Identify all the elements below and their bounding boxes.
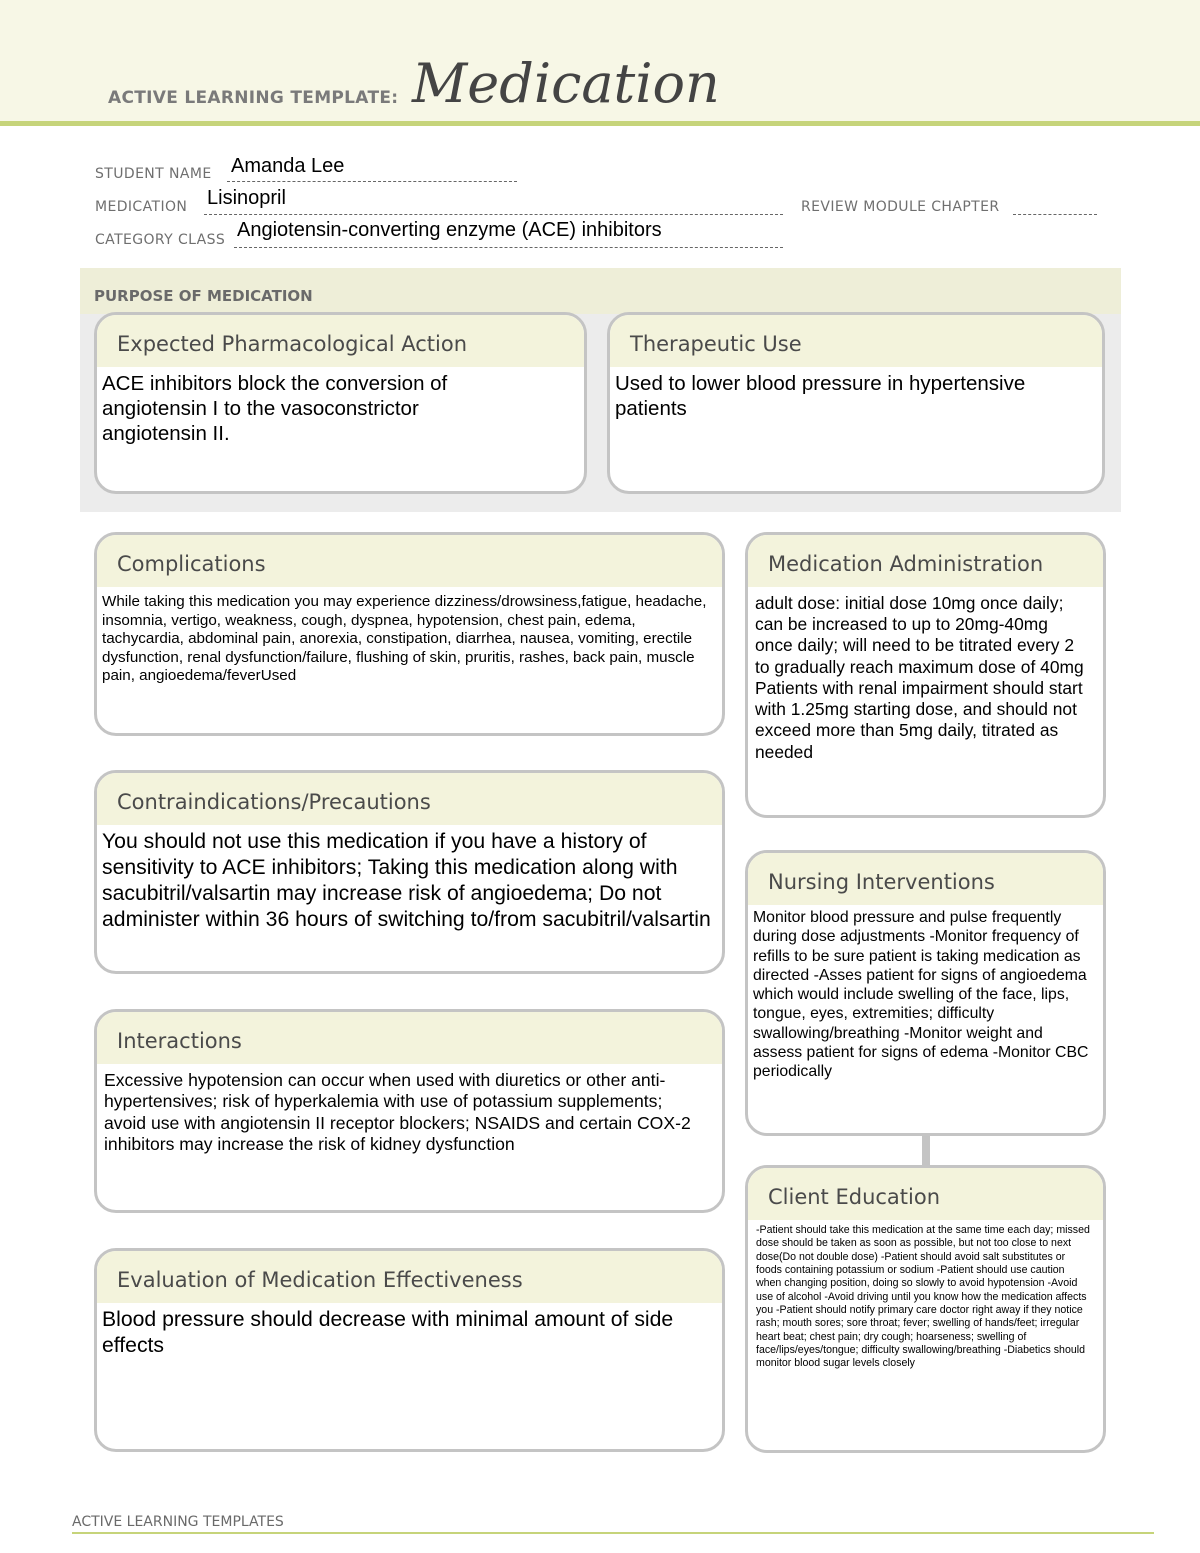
interactions-panel xyxy=(94,1009,725,1213)
complications-text[interactable]: While taking this medication you may experience dizziness/drowsiness,fatigue, headache, insomnia, vertigo, weakness, cough, dyspnea, hypotension, chest pain, edema, tachycardia, abdominal pain, anorexia, constipation, diarrhea, nausea, vomiting, erectile dysfunction, renal dysfunction/failure, flushing of skin, pruritis, rashes, back pain, muscle pain, angioedema/feverUsed xyxy=(102,593,707,685)
complications-title: Complications xyxy=(97,535,722,587)
contraindications-text[interactable]: You should not use this medication if you have a history of sensitivity to ACE inhibitors; Taking this medication along with sacubitril/valsartin may increase risk of angioedema; Do not administer within 36 hours of switching to/from sacubitril/valsartin xyxy=(102,830,711,931)
review-module-label: REVIEW MODULE CHAPTER xyxy=(801,199,1000,215)
category-class-row xyxy=(95,231,225,248)
expected-action-title: Expected Pharmacological Action xyxy=(97,315,584,367)
client-education-text[interactable]: -Patient should take this medication at the same time each day; missed dose should be taken as soon as possible, but not too close to next dose(Do not double dose) -Patient should avoid salt substitutes or foods containing potassium or sodium -Patient should use caution when changing position, doing so slowly to avoid hypotension -Avoid use of alcohol -Avoid driving until you know how the medication affects you -Patient should notify primary care doctor right away if they notice rash; mouth sores; sore throat; fever; swelling of hands/feet; irregular heart beat; chest pain; dry cough; hoarseness; swelling of face/lips/eyes/tongue; difficulty swallowing/breathing -Diabetics should monitor blood sugar levels closely xyxy=(756,1224,1090,1370)
medication-field[interactable] xyxy=(204,193,783,215)
page-title: Medication xyxy=(412,52,720,115)
therapeutic-use-title: Therapeutic Use xyxy=(610,315,1102,367)
client-education-panel xyxy=(745,1165,1106,1453)
medication-administration-panel xyxy=(745,532,1106,818)
expected-action-panel xyxy=(94,312,587,494)
review-module-row xyxy=(801,198,1000,215)
header-divider xyxy=(0,121,1200,126)
medication-administration-title: Medication Administration xyxy=(748,535,1103,587)
nursing-interventions-panel xyxy=(745,850,1106,1136)
contraindications-panel xyxy=(94,770,725,974)
nursing-interventions-title: Nursing Interventions xyxy=(748,853,1103,905)
interactions-text[interactable]: Excessive hypotension can occur when used with diuretics or other anti-hypertensives; risk of hyperkalemia with use of potassium supplements; avoid use with angiotensin II receptor blockers; NSAIDS and certain COX-2 inhibitors may increase the risk of kidney dysfunction xyxy=(104,1070,691,1155)
expected-action-text[interactable]: ACE inhibitors block the conversion of angiotensin I to the vasoconstrictor angiotensin II. xyxy=(102,372,448,445)
therapeutic-use-panel xyxy=(607,312,1105,494)
category-class-label: CATEGORY CLASS xyxy=(95,232,226,248)
category-class-value: Angiotensin-converting enzyme (ACE) inhibitors xyxy=(237,219,662,241)
student-name-value: Amanda Lee xyxy=(231,155,345,177)
complications-panel xyxy=(94,532,725,736)
student-name-row xyxy=(95,165,212,182)
template-label: ACTIVE LEARNING TEMPLATE: xyxy=(108,88,399,108)
evaluation-title: Evaluation of Medication Effectiveness xyxy=(97,1251,722,1303)
evaluation-panel xyxy=(94,1248,725,1452)
medication-value: Lisinopril xyxy=(207,187,286,209)
client-education-title: Client Education xyxy=(748,1168,1103,1220)
review-module-field[interactable] xyxy=(1013,193,1097,215)
purpose-label: PURPOSE OF MEDICATION xyxy=(94,287,313,305)
interactions-title: Interactions xyxy=(97,1012,722,1064)
medication-label: MEDICATION xyxy=(95,199,188,215)
footer-label: ACTIVE LEARNING TEMPLATES xyxy=(72,1514,284,1530)
contraindications-title: Contraindications/Precautions xyxy=(97,773,722,825)
therapeutic-use-text[interactable]: Used to lower blood pressure in hypertensive patients xyxy=(615,372,1026,420)
nursing-interventions-text[interactable]: Monitor blood pressure and pulse frequently during dose adjustments -Monitor frequency of refills to be sure patient is taking medication as directed -Asses patient for signs of angioedema which would include swelling of the face, lips, tongue, eyes, extremities; difficulty swallowing/breathing -Monitor weight and assess patient for signs of edema -Monitor CBC periodically xyxy=(753,909,1089,1081)
medication-row xyxy=(95,198,187,215)
evaluation-text[interactable]: Blood pressure should decrease with minimal amount of side effects xyxy=(102,1308,674,1357)
footer-divider xyxy=(72,1532,1154,1534)
section-connector xyxy=(922,1136,930,1166)
student-name-label: STUDENT NAME xyxy=(95,166,212,182)
medication-administration-text[interactable]: adult dose: initial dose 10mg once daily; can be increased to up to 20mg-40mg once daily; will need to be titrated every 2 to gradually reach maximum dose of 40mg Patients with renal impairment should start with 1.25mg starting dose, and should not exceed more than 5mg daily, titrated as needed xyxy=(755,593,1084,762)
